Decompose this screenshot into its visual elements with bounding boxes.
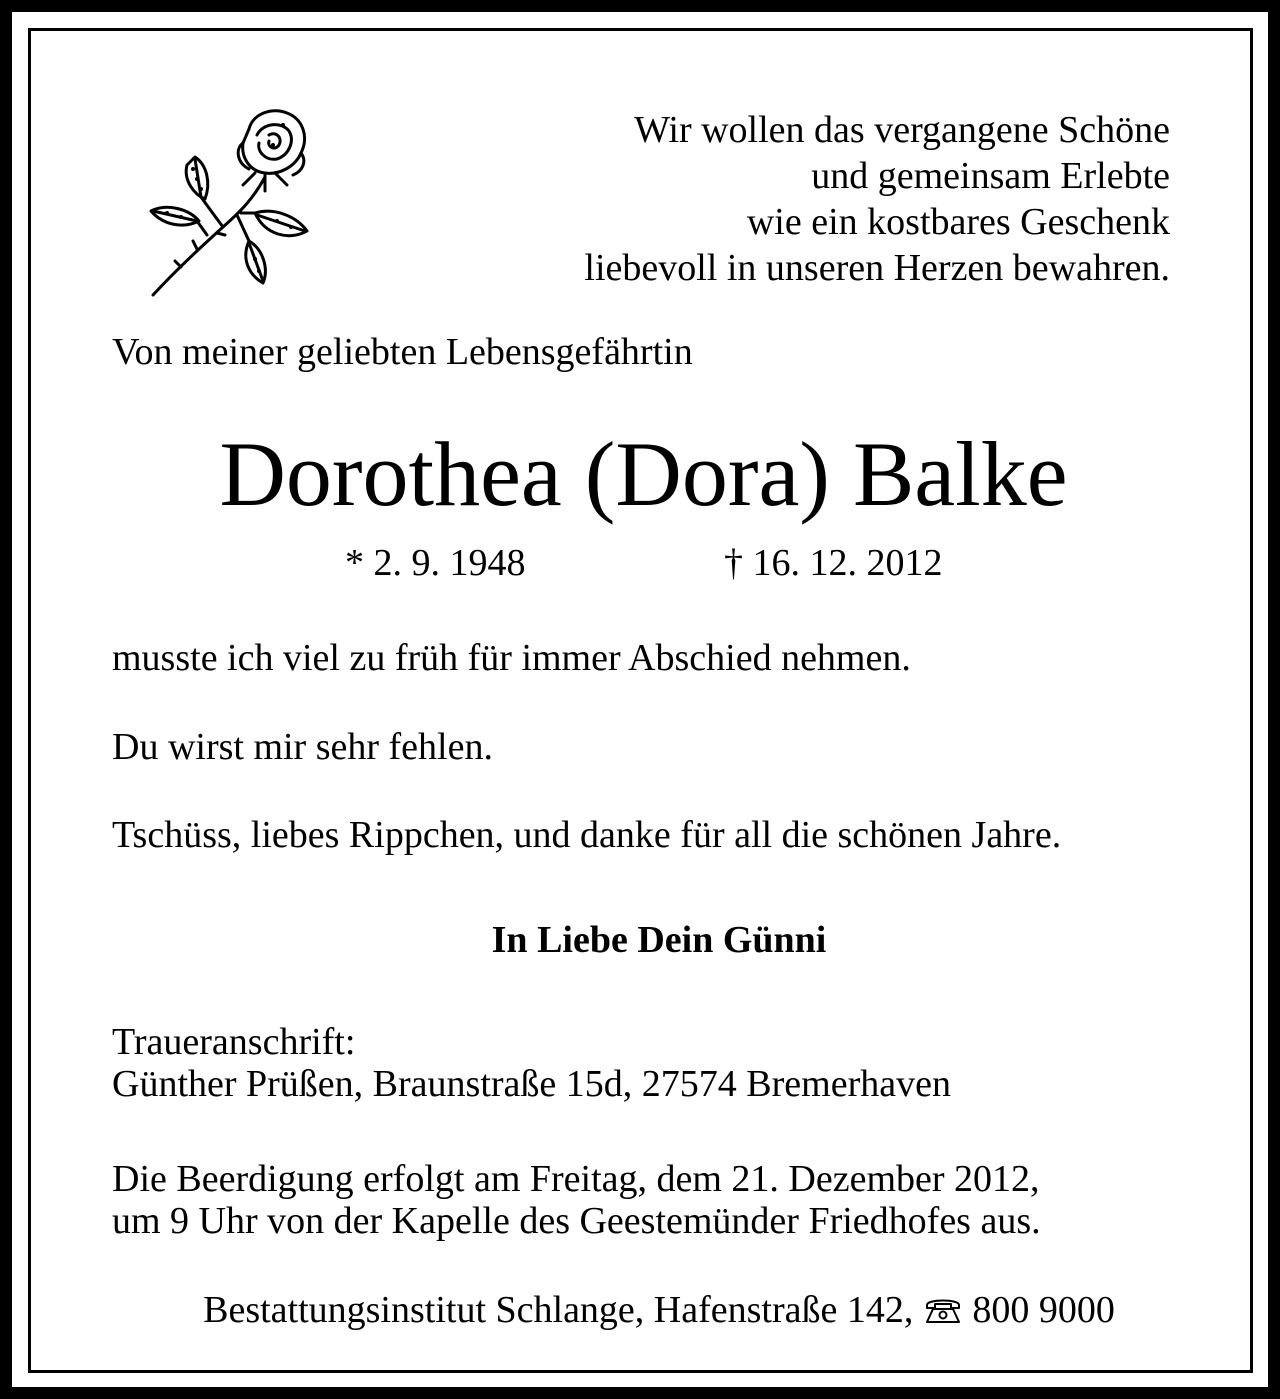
undertaker-text: Bestattungsinstitut Schlange, Hafenstraße 142,: [203, 1289, 914, 1331]
telephone-icon: [923, 1295, 963, 1325]
poem-line: liebevoll in unseren Herzen bewahren.: [584, 247, 1170, 289]
signature: In Liebe Dein Günni: [491, 919, 827, 961]
poem-line: Wir wollen das vergangene Schöne: [634, 109, 1170, 151]
thanks-text: Tschüss, liebes Rippchen, und danke für all die schönen Jahre.: [112, 814, 1062, 856]
poem-line: und gemeinsam Erlebte: [811, 155, 1170, 197]
funeral-info-line: um 9 Uhr von der Kapelle des Geestemünder Friedhofes aus.: [112, 1200, 1041, 1242]
funeral-info-line: Die Beerdigung erfolgt am Freitag, dem 21. Dezember 2012,: [112, 1158, 1040, 1200]
birth-date: * 2. 9. 1948: [345, 542, 526, 584]
miss-text: Du wirst mir sehr fehlen.: [112, 726, 493, 768]
poem: [584, 107, 1170, 291]
obituary-card: [12, 12, 1268, 1387]
undertaker-phone: 800 9000: [972, 1289, 1115, 1331]
farewell-text: musste ich viel zu früh für immer Abschied nehmen.: [112, 637, 911, 679]
rose-icon: [137, 99, 317, 304]
deceased-name: Dorothea (Dora) Balke: [219, 423, 1068, 525]
death-date: † 16. 12. 2012: [724, 542, 943, 584]
mourning-address-label: Traueranschrift:: [112, 1021, 356, 1063]
mourning-address: Günther Prüßen, Braunstraße 15d, 27574 Bremerhaven: [112, 1063, 951, 1105]
undertaker-info: [19, 1287, 1280, 1333]
poem-line: wie ein kostbares Geschenk: [746, 201, 1170, 243]
obituary-frame: [28, 28, 1253, 1373]
intro-text: Von meiner geliebten Lebensgefährtin: [112, 331, 693, 373]
